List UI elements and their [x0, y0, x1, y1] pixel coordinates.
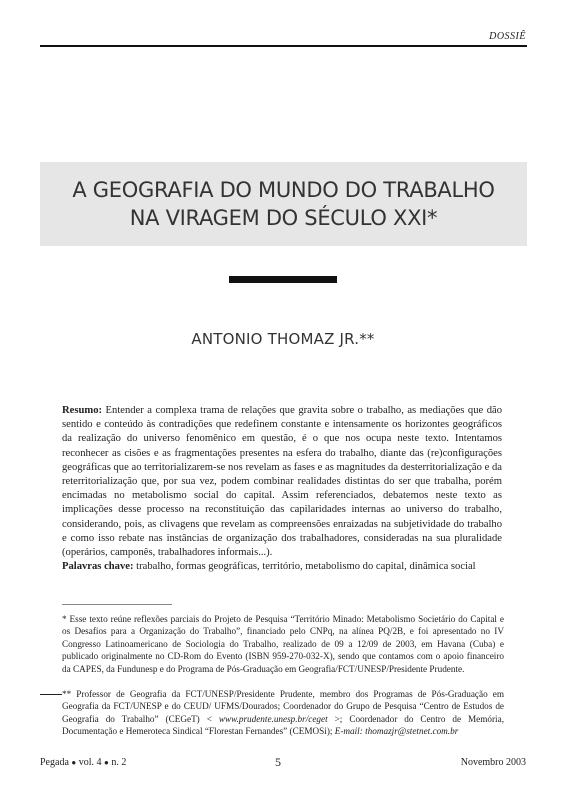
footer-date: Novembro 2003	[460, 757, 526, 768]
bullet-icon: ●	[71, 758, 77, 767]
footnote-2	[62, 688, 504, 738]
footer-number: n. 2	[111, 757, 127, 768]
header-rule	[40, 45, 527, 47]
section-label: DOSSIÊ	[489, 31, 526, 42]
footnote-dash	[40, 694, 62, 695]
abstract-label: Resumo:	[62, 405, 103, 416]
bullet-icon: ●	[104, 758, 109, 767]
title-divider-bar	[229, 276, 337, 283]
footer-journal-info	[40, 757, 126, 768]
footer-journal: Pegada	[40, 757, 69, 768]
keywords-label: Palavras chave:	[62, 561, 134, 572]
footer-volume: vol. 4	[78, 757, 102, 768]
footnote-2-text-a: ** Professor de Geografia da FCT/UNESP/Presidente Prudente, membro dos Programas de Pós-Graduação em Geografia da FCT/UNESP e do CEUD/ UFMS/Dourados; Coordenador do Grupo de Pesquisa “Centro de Estudos de Geografia do Trabalho” (CEGeT) <	[62, 689, 504, 724]
footnote-2-email[interactable]: E-mail: thomazjr@stetnet.com.br	[334, 726, 459, 737]
title-line-1: A GEOGRAFIA DO MUNDO DO TRABALHO	[72, 178, 495, 202]
author-name: ANTONIO THOMAZ JR.**	[191, 330, 375, 348]
abstract	[62, 404, 502, 560]
footnote-separator	[62, 604, 172, 605]
footnote-1: * Esse texto reúne reflexões parciais do Projeto de Pesquisa “Território Minado: Metabolismo Societário do Capital e os Desafios para a Organização do Trabalho”, financiado pelo CNPq, na alínea PQ/2B, e foi apresentado no IV Congresso Latinoamericano de Sociologia do Trabalho, realizado de 09 a 12/09 de 2003, em Havana (Cuba) e publicado originalmente no CD-Rom do Evento (ISBN 959-270-032-X), sendo que contamos com o apoio financeiro da CAPES, da Fundunesp e do Programa de Pós-Graduação em Geografia/FCT/UNESP/Presidente Prudente.	[62, 614, 504, 674]
title-line-2: NA VIRAGEM DO SÉCULO XXI*	[129, 206, 438, 230]
title-box	[40, 162, 527, 246]
page-number: 5	[275, 755, 281, 769]
footnote-2-url[interactable]: www.prudente.unesp.br/ceget	[218, 713, 328, 724]
keywords	[62, 560, 502, 574]
abstract-text: Entender a complexa trama de relações que gravita sobre o trabalho, as mediações que dão sentido e conteúdo às contradições que redefinem constante e intensamente os horizontes geográficos da realização do universo fenomênico em questão, é o que nos ocupa neste texto. Intentamos reconhecer as cisões e as fragmentações presentes na esfera do trabalho, diante das (re)configurações geográficas que ao territorializarem-se nos revelam as fases e as magnitudes da desterritorialização e da reterritorialização que, por sua vez, podem combinar realidades distintas do ser que trabalha, porém encimadas no metabolismo social do capital. Assim referenciados, debatemos neste texto as implicações desse processo na reconstituição das capilaridades internas ao universo do trabalho, considerando, pois, as clivagens que revelam as compreensões enraizadas na subjetividade do trabalho e como isso rebate nas instâncias de organização dos trabalhadores, consideradas na sua pluralidade (operários, camponês, trabalhadores informais...).	[62, 405, 502, 559]
footnote-2-text-b: >; Coordenador do Centro de Memória, Documentação e Hemeroteca Sindical “Florestan Fernandes” (CEMOSi);	[62, 713, 504, 737]
keywords-text: trabalho, formas geográficas, território, metabolismo do capital, dinâmica social	[136, 561, 476, 572]
